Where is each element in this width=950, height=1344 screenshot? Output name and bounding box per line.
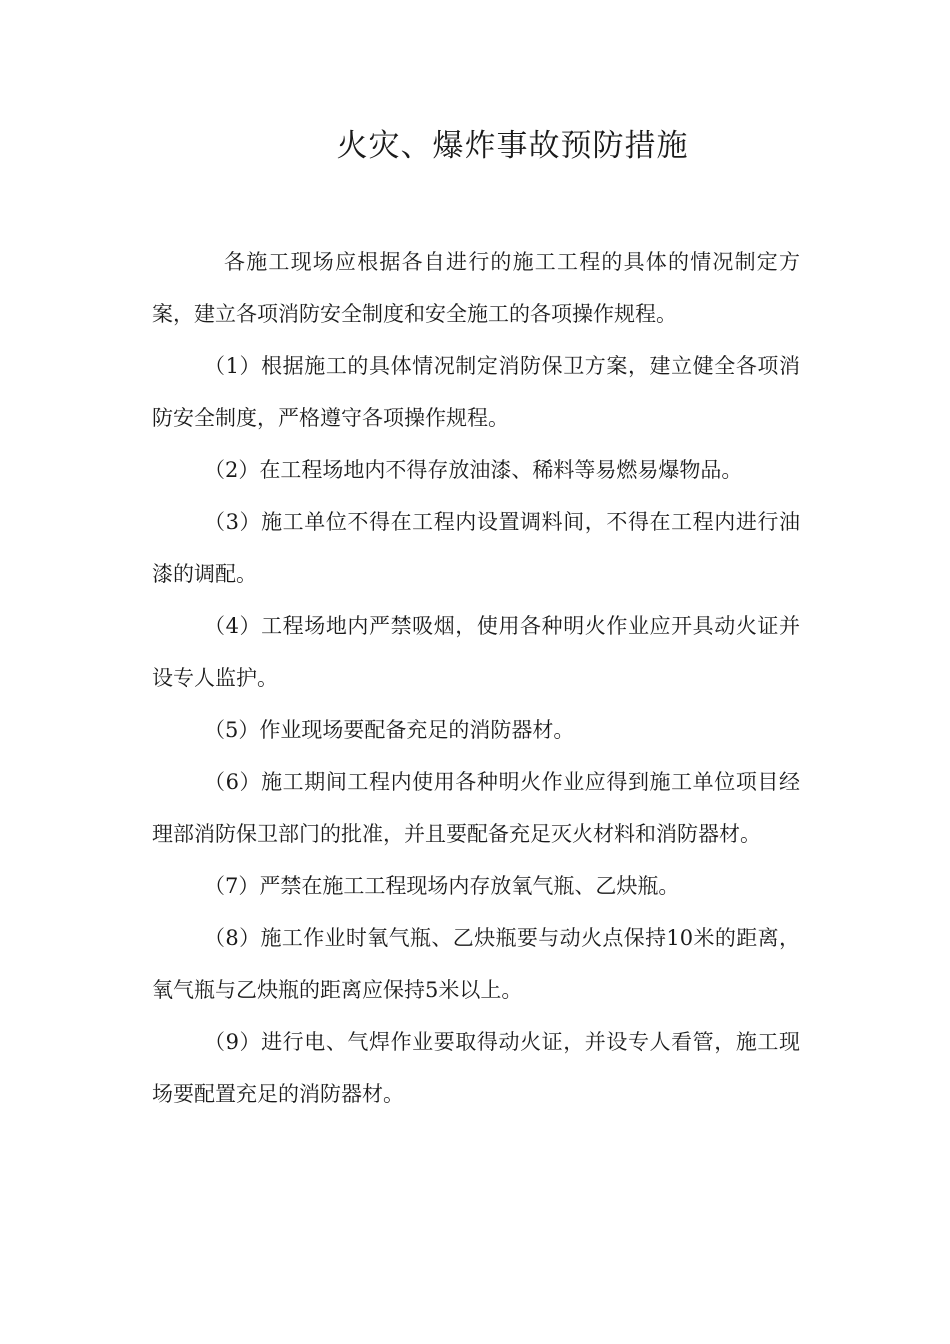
measure-item-8: （8）施工作业时氧气瓶、乙炔瓶要与动火点保持10米的距离，氧气瓶与乙炔瓶的距离应保持5米以上。 (152, 926, 800, 1002)
measure-item-4: （4）工程场地内严禁吸烟，使用各种明火作业应开具动火证并设专人监护。 (152, 614, 800, 690)
measure-item-5: （5）作业现场要配备充足的消防器材。 (204, 718, 575, 742)
document-body (152, 236, 800, 1120)
intro-paragraph: 各施工现场应根据各自进行的施工工程的具体的情况制定方案，建立各项消防安全制度和安全施工的各项操作规程。 (152, 250, 800, 326)
measure-item-6: （6）施工期间工程内使用各种明火作业应得到施工单位项目经理部消防保卫部门的批准，并且要配备充足灭火材料和消防器材。 (152, 770, 800, 846)
measure-item-1: （1）根据施工的具体情况制定消防保卫方案，建立健全各项消防安全制度，严格遵守各项操作规程。 (152, 354, 800, 430)
measure-item-7: （7）严禁在施工工程现场内存放氧气瓶、乙炔瓶。 (204, 874, 680, 898)
measure-item-2: （2）在工程场地内不得存放油漆、稀料等易燃易爆物品。 (204, 458, 743, 482)
measure-item-9: （9）进行电、气焊作业要取得动火证，并设专人看管，施工现场要配置充足的消防器材。 (152, 1030, 800, 1106)
measure-item-3: （3）施工单位不得在工程内设置调料间，不得在工程内进行油漆的调配。 (152, 510, 800, 586)
document-title: 火灾、爆炸事故预防措施 (336, 128, 689, 164)
